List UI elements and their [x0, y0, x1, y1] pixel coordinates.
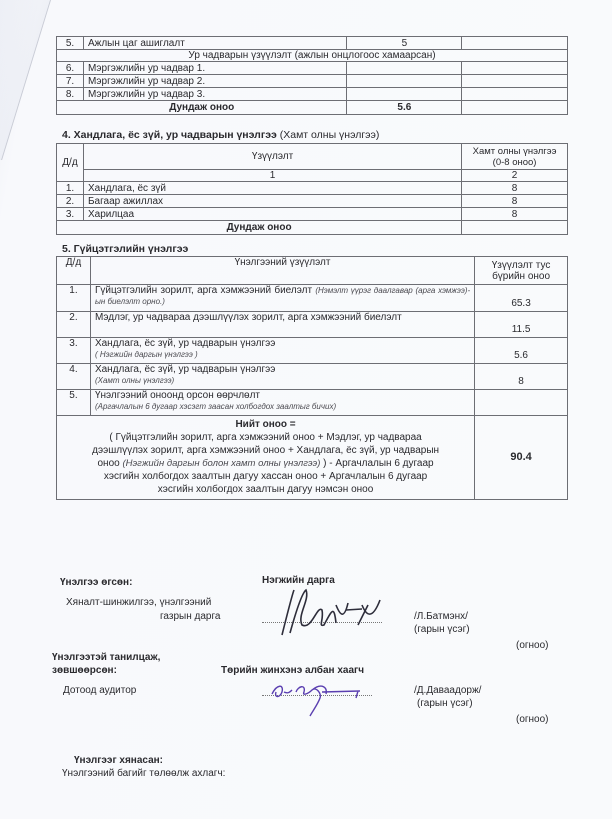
evaluator-position-line2: газрын дарга	[160, 611, 221, 622]
table-row	[57, 312, 568, 338]
table-row	[57, 390, 568, 416]
total-value: 90.4	[475, 416, 568, 500]
total-formula-part1: ( Гүйцэтгэлийн зорилт, арга хэмжээний оноо + Мэдлэг, ур чадвараа дээшлүүлэх зорилт, арга хэмжээний оноо + Хандлага, ёс зүй, ур чадварын оноо	[92, 432, 440, 469]
row-label: Багаар ажиллах	[83, 195, 461, 208]
table-row	[57, 182, 568, 195]
acknowledged-signature-label: (гарын үсэг)	[417, 698, 473, 709]
row-number: 6.	[57, 62, 84, 75]
section4-title-normal: (Хамт олны үнэлгээ)	[276, 129, 380, 141]
row-value: 8	[462, 208, 568, 221]
row-value	[347, 88, 462, 101]
row-label: Мэргэжлийн ур чадвар 1.	[83, 62, 347, 75]
row-label-text: Хандлага, ёс зүй, ур чадварын үнэлгээ	[94, 364, 276, 375]
row-value	[347, 62, 462, 75]
table-row	[57, 285, 568, 312]
header-score: Хамт олны үнэлгээ (0-8 оноо)	[462, 144, 568, 170]
row-label-text: Үнэлгээний оноонд орсон өөрчлөлт	[94, 390, 261, 401]
average-row	[57, 221, 568, 235]
row-value	[475, 390, 568, 416]
row-note: (Аргачлалын 6 дугаар хэсэгт заасан холбогдох заалтыг бичих)	[94, 402, 337, 411]
index-2: 2	[462, 170, 568, 182]
table-row	[57, 195, 568, 208]
row-number: 8.	[57, 88, 84, 101]
header-num: Д/д	[57, 257, 91, 285]
total-formula-part2: ) - Аргачлалын 6 дугаар хэсгийн холбогдох заалтын дагуу хассан оноо + Аргачлалын 6 дугаар хэсгийн холбогдох заалтын дагуу нэмсэн оноо	[103, 458, 434, 495]
row-label	[90, 285, 474, 312]
row-value: 5.6	[475, 338, 568, 364]
row-label	[90, 364, 474, 390]
row-value: 65.3	[475, 285, 568, 312]
row-value: 8	[475, 364, 568, 390]
section4-title-bold: 4. Хандлага, ёс зүй, ур чадварын үнэлгээ	[62, 129, 277, 141]
average-value	[462, 221, 568, 235]
table-row	[57, 88, 568, 101]
row-value: 8	[462, 195, 568, 208]
row-extra	[462, 37, 568, 50]
section4-table	[56, 143, 568, 235]
row-number: 2.	[57, 312, 91, 338]
header-indicator: Үнэлгээний үзүүлэлт	[90, 257, 474, 285]
index-1: 1	[83, 170, 461, 182]
reviewer-heading: Үнэлгээг хянасан:	[74, 755, 163, 766]
row-label-text: Хандлага, ёс зүй, ур чадварын үнэлгээ	[94, 338, 276, 349]
acknowledged-signature-icon	[262, 672, 372, 720]
section4-title	[62, 129, 379, 141]
table-row	[57, 208, 568, 221]
row-number: 5.	[57, 37, 84, 50]
row-extra	[462, 62, 568, 75]
row-extra	[462, 75, 568, 88]
header-num: Д/д	[57, 144, 84, 182]
acknowledged-date-label: (огноо)	[516, 714, 549, 725]
total-formula-note: (Нэгжийн даргын болон хамт олны үнэлгээ)	[122, 458, 321, 469]
row-note: (Нэмэлт үүрэг даалгавар (арга хэмжээ)-ын биелэлт орно.)	[94, 286, 471, 306]
row-note: ( Нэгжийн даргын үнэлгээ )	[94, 350, 198, 359]
evaluator-position-line1: Хяналт-шинжилгээ, үнэлгээний	[66, 597, 212, 608]
evaluator-heading: Үнэлгээ өгсөн:	[60, 577, 133, 588]
row-number: 3.	[57, 338, 91, 364]
row-label-text: Гүйцэтгэлийн зорилт, арга хэмжээний биелэлт	[94, 285, 313, 296]
table-header-row	[57, 257, 568, 285]
row-number: 2.	[57, 195, 84, 208]
average-extra	[462, 101, 568, 115]
row-value: 5	[347, 37, 462, 50]
row-number: 1.	[57, 285, 91, 312]
header-indicator: Үзүүлэлт	[83, 144, 461, 170]
acknowledged-role: Төрийн жинхэнэ албан хаагч	[221, 665, 365, 676]
table-row	[57, 364, 568, 390]
row-number: 3.	[57, 208, 84, 221]
evaluator-role: Нэгжийн дарга	[262, 575, 335, 586]
header-score: Үзүүлэлт тус бүрийн оноо	[475, 257, 568, 285]
row-label	[90, 390, 474, 416]
table-row	[57, 75, 568, 88]
row-value: 11.5	[475, 312, 568, 338]
row-label: Харилцаа	[83, 208, 461, 221]
performance-table-continued	[56, 36, 568, 115]
row-extra	[462, 88, 568, 101]
row-label: Мэдлэг, ур чадвараа дээшлүүлэх зорилт, арга хэмжээний биелэлт	[90, 312, 474, 338]
reviewer-role: Үнэлгээний багийг төлөөлж ахлагч:	[62, 768, 226, 779]
row-label: Мэргэжлийн ур чадвар 3.	[83, 88, 347, 101]
section5-table	[56, 256, 568, 500]
row-label: Мэргэжлийн ур чадвар 2.	[83, 75, 347, 88]
skills-subheader: Ур чадварын үзүүлэлт (ажлын онцлогоос хамаарсан)	[57, 50, 568, 62]
total-label: Нийт оноо =	[235, 419, 296, 430]
acknowledged-heading-line2: зөвшөөрсөн:	[52, 665, 117, 676]
table-header-row	[57, 144, 568, 170]
row-number: 7.	[57, 75, 84, 88]
table-subheader-row	[57, 50, 568, 62]
row-value: 8	[462, 182, 568, 195]
evaluator-name: /Л.Батмэнх/	[414, 611, 468, 622]
evaluator-signature-label: (гарын үсэг)	[414, 624, 470, 635]
table-row	[57, 338, 568, 364]
acknowledged-name: /Д.Даваадорж/	[414, 685, 482, 696]
total-formula-cell	[57, 416, 475, 500]
table-row	[57, 62, 568, 75]
row-number: 5.	[57, 390, 91, 416]
row-note: (Хамт олны үнэлгээ)	[94, 376, 175, 385]
row-number: 1.	[57, 182, 84, 195]
row-value	[347, 75, 462, 88]
average-row	[57, 101, 568, 115]
acknowledged-position: Дотоод аудитор	[63, 685, 137, 696]
average-label: Дундаж оноо	[57, 101, 347, 115]
row-number: 4.	[57, 364, 91, 390]
row-label: Хандлага, ёс зүй	[83, 182, 461, 195]
table-index-row	[57, 170, 568, 182]
average-value: 5.6	[347, 101, 462, 115]
row-label: Ажлын цаг ашиглалт	[83, 37, 347, 50]
average-label: Дундаж оноо	[57, 221, 462, 235]
evaluator-signature-icon	[262, 585, 392, 640]
table-row	[57, 37, 568, 50]
row-label	[90, 338, 474, 364]
evaluator-date-label: (огноо)	[516, 640, 549, 651]
total-row	[57, 416, 568, 500]
section5-title: 5. Гүйцэтгэлийн үнэлгээ	[62, 243, 189, 255]
acknowledged-heading-line1: Үнэлгээтэй танилцаж,	[52, 652, 161, 663]
